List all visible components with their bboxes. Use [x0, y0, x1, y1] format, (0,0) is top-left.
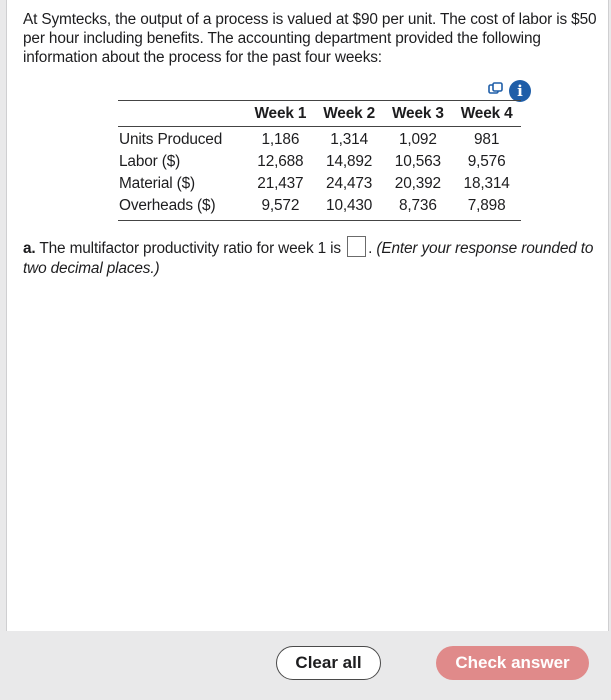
table-row: [118, 173, 521, 195]
part-prompt: The multifactor productivity ratio for week 1 is: [35, 240, 346, 257]
process-data-table: [118, 100, 521, 221]
table-cell: 1,092: [398, 131, 437, 148]
question-part-a: [23, 236, 611, 279]
table-cell: 18,314: [463, 175, 510, 192]
copy-icon[interactable]: [488, 82, 504, 96]
row-label: Labor ($): [119, 153, 181, 170]
table-cell: 9,572: [261, 197, 300, 214]
table-cell: 1,314: [330, 131, 368, 148]
table-row: [118, 151, 521, 173]
table-cell: 7,898: [467, 197, 506, 214]
row-label: Overheads ($): [119, 197, 216, 214]
question-panel: [6, 0, 609, 631]
table-cell: 12,688: [257, 153, 304, 170]
answer-input[interactable]: [347, 236, 366, 257]
clear-all-button[interactable]: Clear all: [276, 646, 381, 680]
column-header: Week 3: [391, 104, 444, 122]
table-cell: 8,736: [398, 197, 437, 214]
part-label: a.: [23, 240, 36, 257]
table-cell: 14,892: [326, 153, 373, 170]
row-label: Material ($): [119, 175, 196, 192]
table-cell: 981: [474, 131, 500, 148]
column-header: [118, 101, 246, 127]
table-cell: 9,576: [467, 153, 506, 170]
table-cell: 1,186: [261, 131, 300, 148]
row-label: Units Produced: [119, 131, 223, 148]
table-cell: 20,392: [394, 175, 441, 192]
column-header: Week 2: [323, 104, 376, 122]
table-cell: 10,563: [394, 153, 441, 170]
table-row: [118, 127, 521, 152]
column-header: Week 1: [254, 104, 307, 122]
table-cell: 10,430: [326, 197, 373, 214]
table-header-row: [118, 101, 521, 127]
rounding-note: (Enter your response rounded to two decimal places.): [23, 240, 594, 277]
table-row: [118, 195, 521, 221]
info-icon[interactable]: i: [509, 80, 531, 102]
question-text: At Symtecks, the output of a process is valued at $90 per unit. The cost of labor is $50 per hour including benefits. The accounting department provided the following information about the process for the past four weeks:: [23, 11, 597, 66]
table-cell: 21,437: [257, 175, 304, 192]
check-answer-button[interactable]: Check answer: [436, 646, 589, 680]
column-header: Week 4: [460, 104, 513, 122]
answer-suffix: .: [368, 240, 377, 257]
table-cell: 24,473: [326, 175, 373, 192]
